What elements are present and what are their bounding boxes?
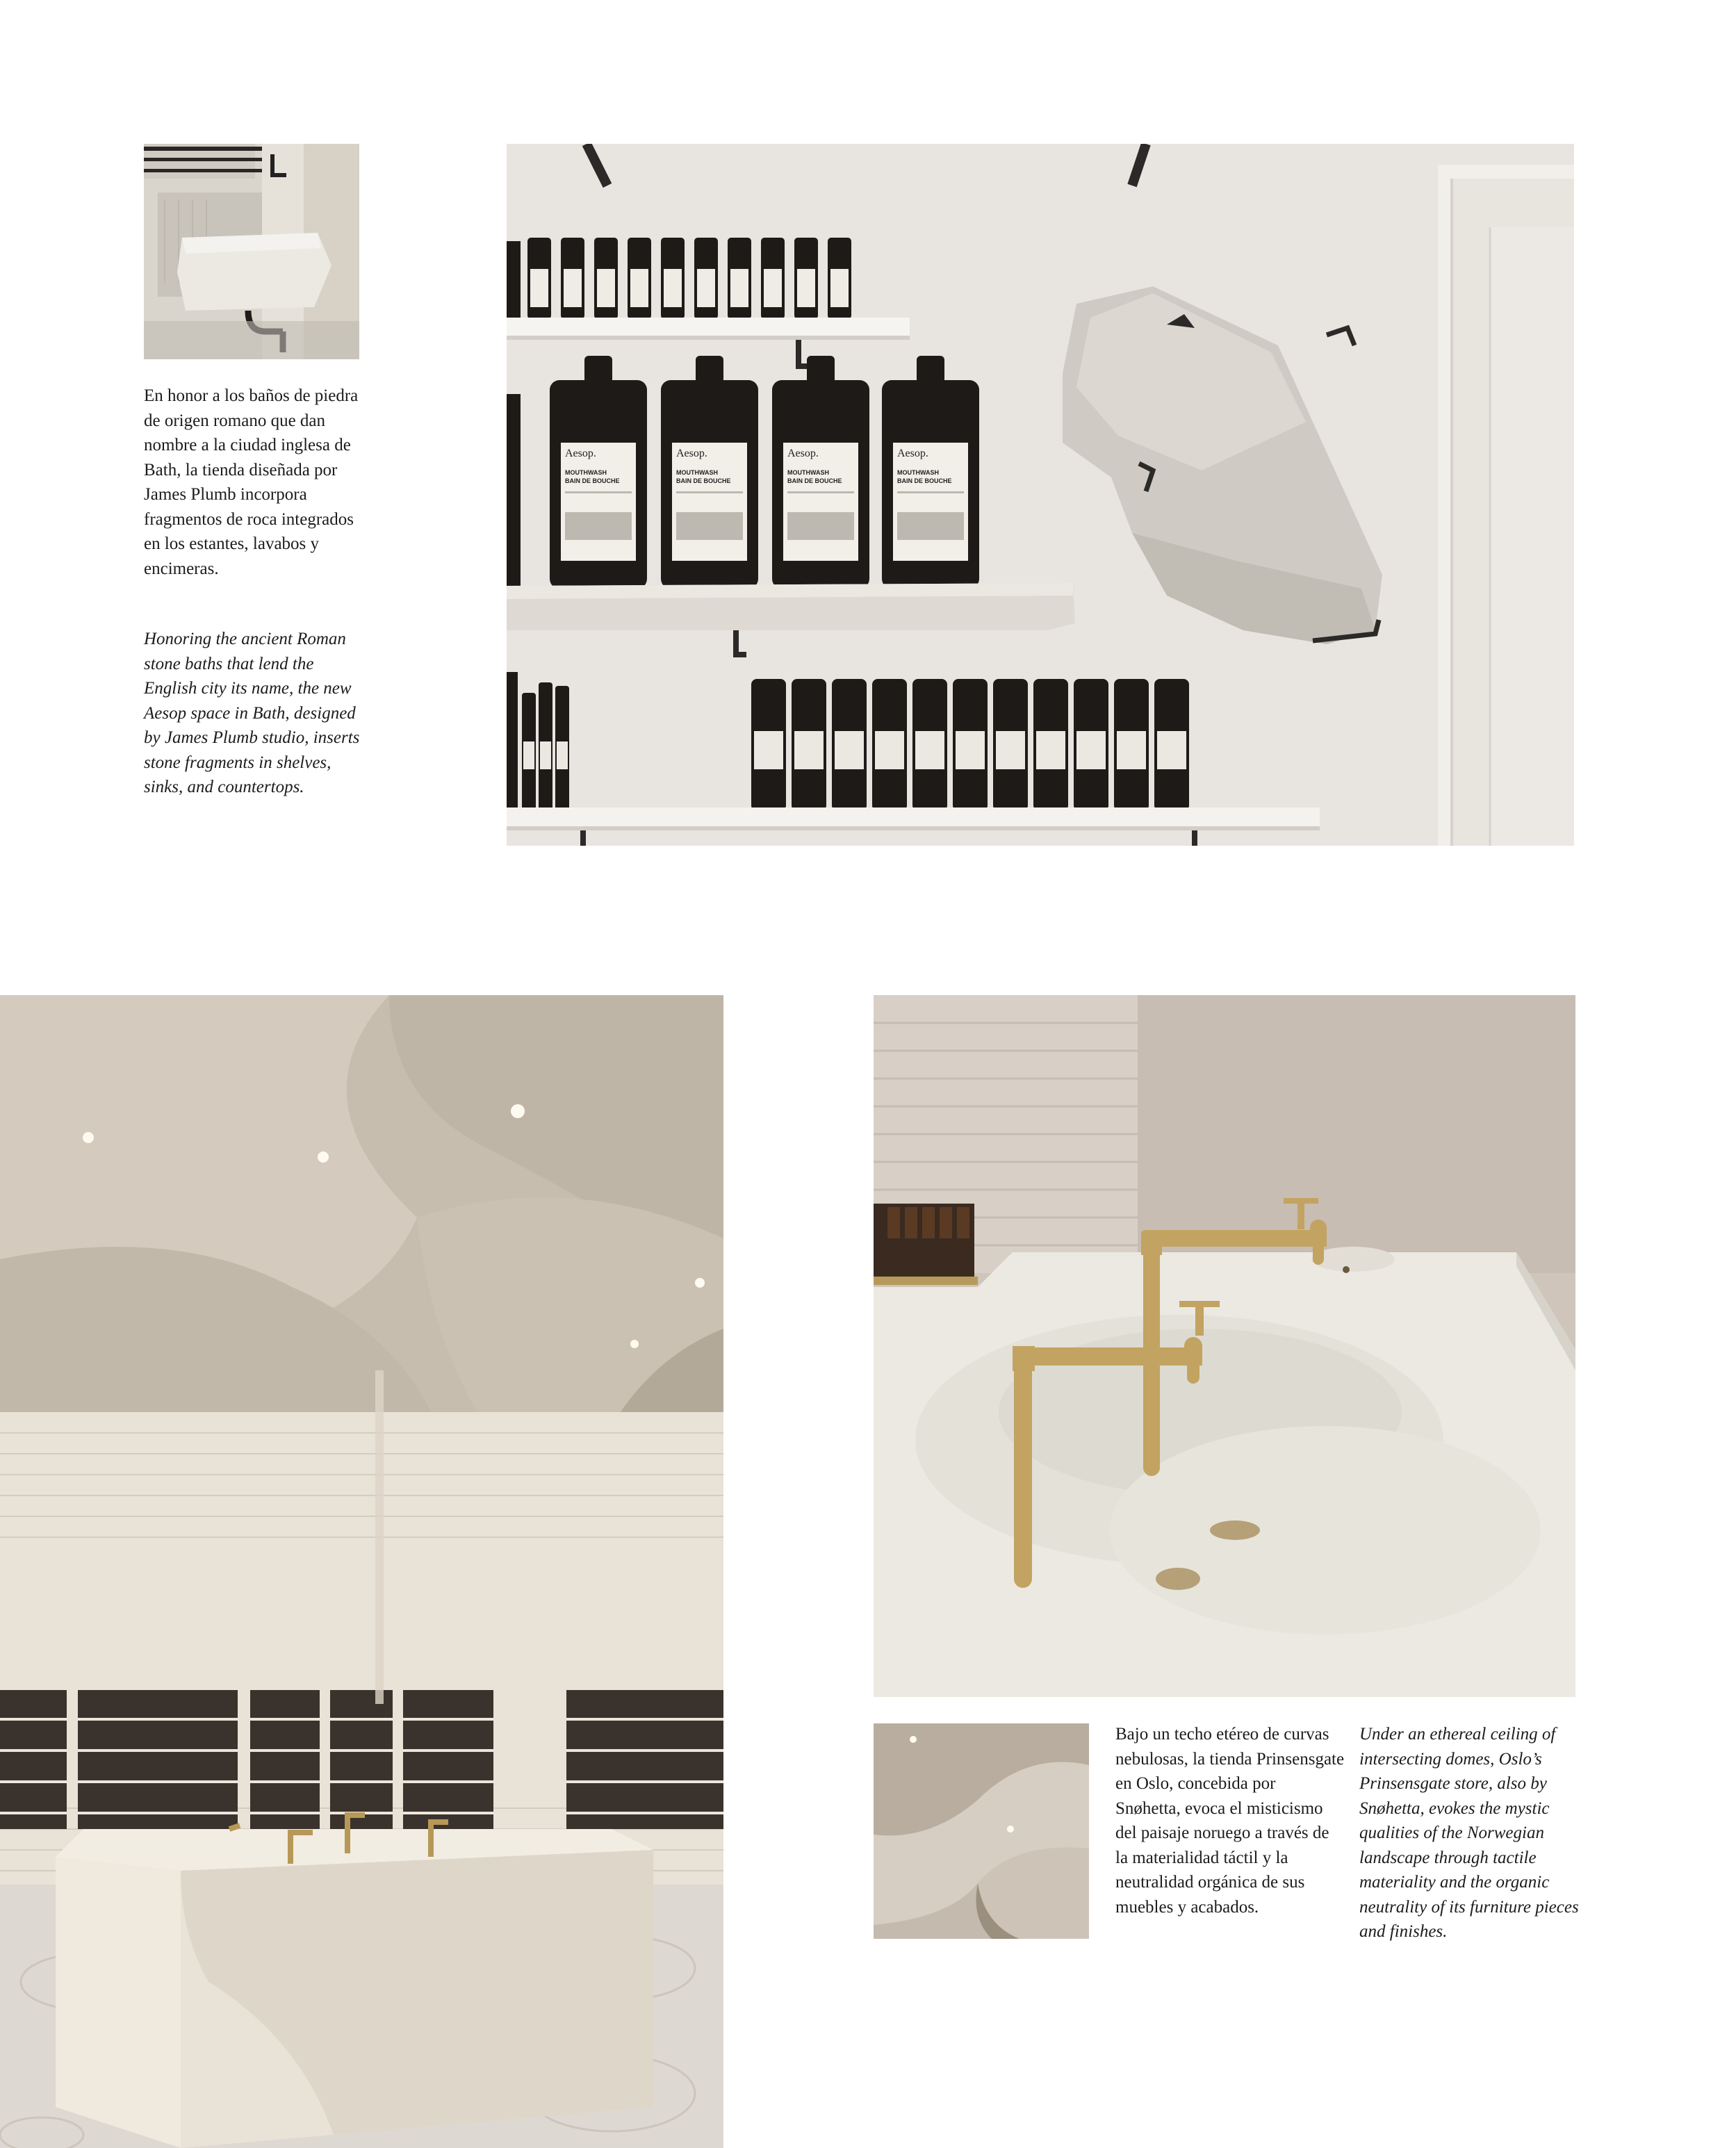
label-brand: Aesop.	[565, 448, 596, 459]
caption-bath-es: En honor a los baños de piedra de origen romano que dan nombre a la ciudad inglesa de Bath, la tienda diseñada por James Plumb incorpora fragmentos de roca integrados en los estantes, lavabos y encimeras.	[144, 386, 359, 578]
photo-oslo-sink	[874, 995, 1575, 1697]
label-brand: Aesop.	[787, 448, 819, 459]
label-brand: Aesop.	[676, 448, 707, 459]
label-product: BAIN DE BOUCHE	[787, 477, 842, 484]
label-product: MOUTHWASH	[787, 469, 829, 476]
label-brand: Aesop.	[897, 448, 928, 459]
label-product: BAIN DE BOUCHE	[897, 477, 952, 484]
photo-bath-shelves	[507, 144, 1574, 846]
label-product: MOUTHWASH	[565, 469, 607, 476]
photo-oslo-dome-detail	[874, 1723, 1089, 1939]
photo-oslo-interior	[0, 995, 723, 2148]
photo-bath-stone-sink	[144, 144, 359, 359]
label-product: MOUTHWASH	[897, 469, 939, 476]
label-product: BAIN DE BOUCHE	[565, 477, 620, 484]
label-product: MOUTHWASH	[676, 469, 718, 476]
caption-oslo-en: Under an ethereal ceiling of intersecting domes, Oslo’s Prinsensgate store, also by Snøhetta, evokes the mystic qualities of the Norwegian landscape through tactile materiality and the organic neutrality of its furniture pieces and finishes.	[1359, 1725, 1579, 1941]
caption-oslo-es: Bajo un techo etéreo de curvas nebulosas, la tienda Prinsensgate en Oslo, concebida por Snøhetta, evoca el misticismo del paisaje noruego a través de la materialidad táctil y la neutralidad orgánica de sus muebles y acabados.	[1115, 1725, 1345, 1917]
label-product: BAIN DE BOUCHE	[676, 477, 731, 484]
caption-bath-en: Honoring the ancient Roman stone baths that lend the English city its name, the new Aesop space in Bath, designed by James Plumb studio, inserts stone fragments in shelves, sinks, and countertops.	[144, 630, 360, 796]
